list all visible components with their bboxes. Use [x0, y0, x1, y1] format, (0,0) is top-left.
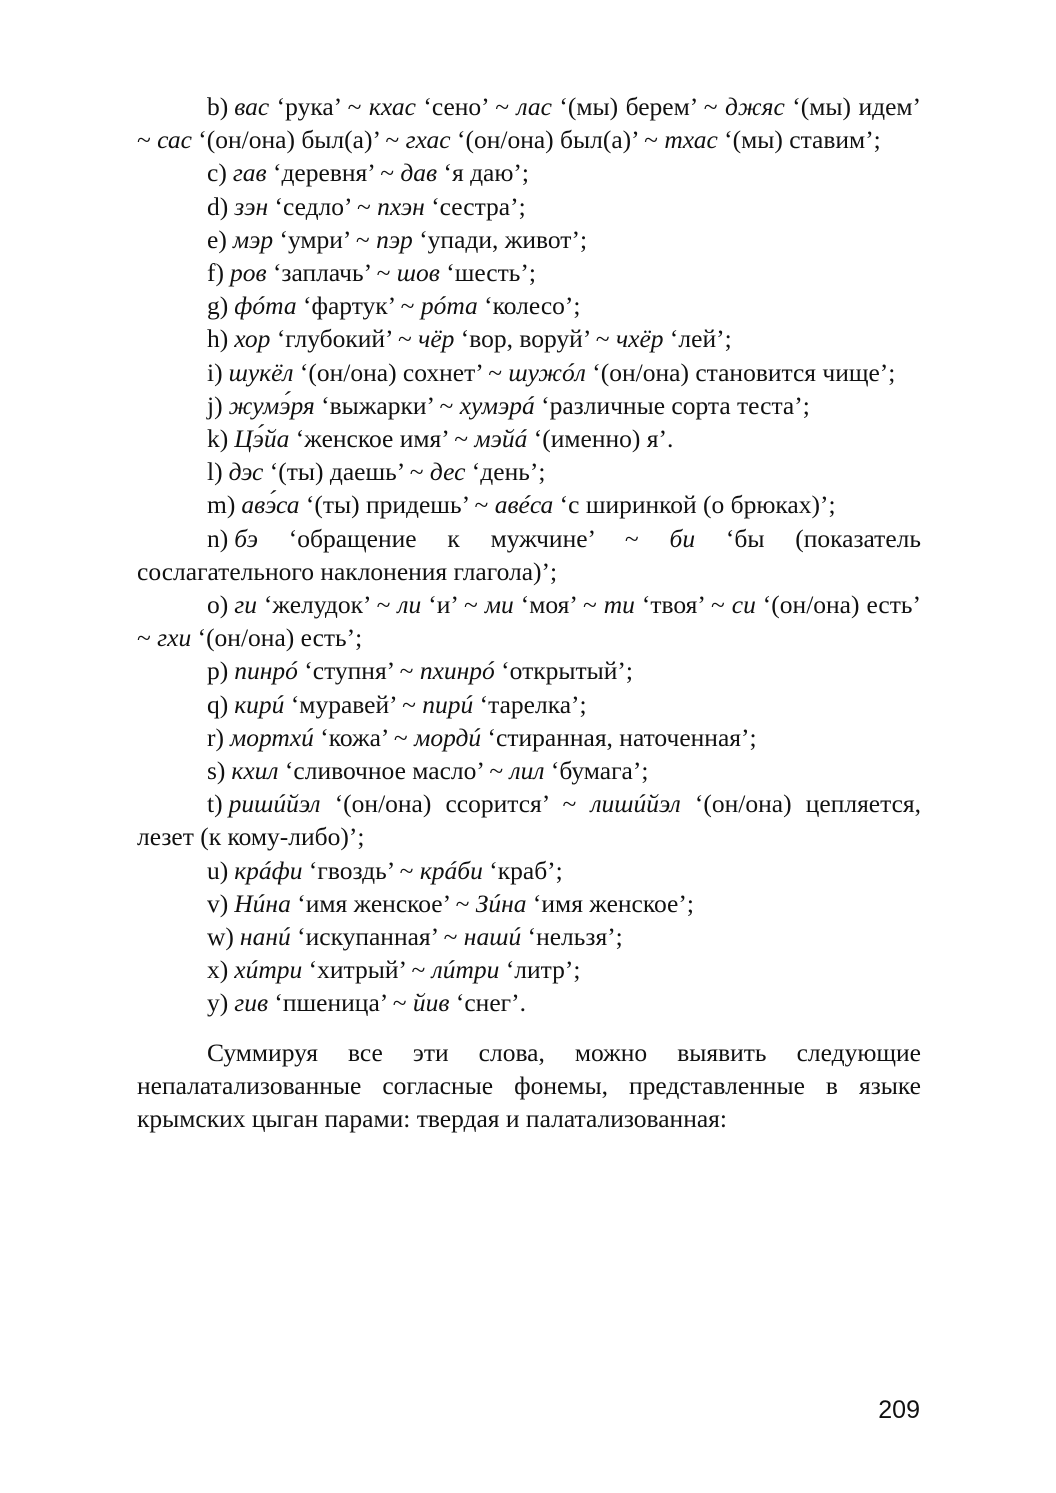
- romani-word: ми: [484, 590, 514, 620]
- romani-word: жумэ́ря: [228, 390, 315, 420]
- entry-label: j): [207, 390, 223, 420]
- romani-word: пхинрó: [419, 656, 495, 686]
- romani-word: мордú: [414, 722, 482, 752]
- romani-word: авéса: [494, 490, 554, 520]
- gloss-text: ‘упади, живот’;: [412, 224, 588, 254]
- gloss-text: ‘(мы) идем’ ~: [137, 92, 922, 155]
- romani-word: вас: [234, 92, 270, 121]
- gloss-text: ‘деревня’ ~: [266, 158, 401, 188]
- gloss-text: ‘фартук’ ~: [296, 291, 421, 321]
- example-entry: [137, 422, 921, 455]
- romani-word: зэн: [234, 191, 269, 221]
- gloss-text: ‘(он/она) ссорится’ ~: [320, 789, 591, 819]
- example-entry: [137, 90, 921, 156]
- gloss-text: ‘женское имя’ ~: [289, 424, 475, 454]
- example-entry: [137, 721, 921, 754]
- romani-word: дес: [429, 457, 466, 487]
- gloss-text: ‘(мы) ставим’;: [717, 125, 881, 155]
- example-entry: [137, 920, 921, 953]
- romani-word: бэ: [234, 523, 258, 553]
- gloss-text: ‘литр’;: [499, 955, 581, 985]
- romani-word: нашú: [463, 922, 522, 952]
- summary-paragraph: Суммируя все эти слова, можно выявить следующие непалатализованные согласные фонемы, представленные в языке крымских цыган парами: твердая и палатализованная:: [137, 1037, 921, 1134]
- gloss-text: ‘желудок’ ~: [256, 590, 398, 620]
- entry-label: s): [207, 756, 226, 786]
- romani-word: нанú: [239, 922, 291, 952]
- gloss-text: ‘краб’;: [482, 855, 563, 885]
- example-entry: [137, 754, 921, 787]
- example-entry: [137, 787, 921, 853]
- romani-word: ли: [397, 590, 422, 620]
- gloss-text: ‘(ты) даешь’ ~: [263, 457, 430, 487]
- romani-word: сас: [157, 125, 192, 155]
- romani-word: гхас: [405, 125, 451, 155]
- romani-word: лил: [509, 756, 545, 786]
- entry-label: x): [207, 955, 229, 985]
- gloss-text: ‘умри’ ~: [273, 224, 377, 254]
- gloss-text: ‘день’;: [465, 457, 546, 487]
- gloss-text: ‘рука’ ~: [269, 92, 369, 121]
- gloss-text: ‘(мы) берем’ ~: [551, 92, 726, 121]
- romani-word: шов: [396, 258, 440, 288]
- gloss-text: ‘(он/она) сохнет’ ~: [293, 357, 509, 387]
- entry-label: p): [207, 656, 229, 686]
- romani-word: хумэрá: [459, 390, 535, 420]
- gloss-text: ‘бумага’;: [544, 756, 649, 786]
- gloss-text: ‘нельзя’;: [521, 922, 623, 952]
- example-entry: [137, 289, 921, 322]
- gloss-text: ‘муравей’ ~: [284, 689, 423, 719]
- gloss-text: ‘бы (показатель сослагательного наклонения глагола)’;: [137, 523, 921, 586]
- example-entry: [137, 455, 921, 488]
- gloss-text: ‘с ширинкой (о брюках)’;: [553, 490, 836, 520]
- entry-label: o): [207, 590, 229, 620]
- romani-word: кхас: [368, 92, 416, 121]
- romani-word: авэ́са: [241, 490, 300, 520]
- romani-word: би: [669, 523, 696, 553]
- romani-word: ришúйэл: [228, 789, 321, 819]
- example-entry: [137, 887, 921, 920]
- entry-label: d): [207, 191, 229, 221]
- gloss-text: ‘(именно) я’.: [527, 424, 674, 454]
- romani-word: фóта: [234, 291, 297, 321]
- entry-label: f): [207, 258, 224, 288]
- entry-label: n): [207, 523, 229, 553]
- gloss-text: ‘шесть’;: [439, 258, 536, 288]
- romani-word: дэс: [228, 457, 264, 487]
- gloss-text: ‘глубокий’ ~: [270, 324, 419, 354]
- gloss-text: ‘имя женское’ ~: [290, 888, 476, 918]
- gloss-text: ‘(он/она) цепляется, лезет (к кому-либо)’;: [137, 789, 921, 852]
- gloss-text: ‘искупанная’ ~: [290, 922, 464, 952]
- gloss-text: ‘сливочное масло’ ~: [278, 756, 510, 786]
- example-list: [137, 90, 921, 1020]
- gloss-text: ‘(он/она) был(а)’ ~: [450, 125, 665, 155]
- romani-word: мэр: [232, 224, 274, 254]
- gloss-text: ‘кожа’ ~: [313, 722, 415, 752]
- romani-word: ти: [603, 590, 635, 620]
- romani-word: шужóл: [508, 357, 586, 387]
- gloss-text: ‘сестра’;: [424, 191, 526, 221]
- gloss-text: ‘хитрый’ ~: [302, 955, 432, 985]
- romani-word: мэйá: [474, 424, 528, 454]
- romani-word: пинрó: [234, 656, 298, 686]
- entry-label: i): [207, 357, 223, 387]
- gloss-text: ‘(ты) придешь’ ~: [299, 490, 495, 520]
- romani-word: Зúна: [475, 888, 527, 918]
- gloss-text: ‘(он/она) есть’ ~: [137, 590, 921, 653]
- gloss-text: ‘выжарки’ ~: [314, 390, 460, 420]
- gloss-text: ‘седло’ ~: [268, 191, 378, 221]
- entry-label: e): [207, 224, 227, 254]
- romani-word: чёр: [418, 324, 455, 354]
- entry-label: q): [207, 689, 229, 719]
- entry-label: h): [207, 324, 229, 354]
- romani-word: мортхú: [229, 722, 314, 752]
- example-entry: [137, 256, 921, 289]
- page-number: 209: [878, 1396, 920, 1424]
- gloss-text: ‘твоя’ ~: [634, 590, 732, 620]
- page-body: [137, 90, 921, 1135]
- entry-label: b): [207, 92, 229, 121]
- example-entry: [137, 522, 921, 588]
- entry-label: m): [207, 490, 236, 520]
- romani-word: лас: [516, 92, 552, 121]
- gloss-text: ‘гвоздь’ ~: [302, 855, 420, 885]
- example-entry: [137, 190, 921, 223]
- romani-word: пхэн: [377, 191, 425, 221]
- romani-word: гив: [234, 988, 269, 1018]
- example-entry: [137, 854, 921, 887]
- gloss-text: ‘моя’ ~: [513, 590, 604, 620]
- example-entry: [137, 688, 921, 721]
- gloss-text: ‘пшеница’ ~: [268, 988, 413, 1018]
- gloss-text: ‘тарелка’;: [473, 689, 587, 719]
- romani-word: кхил: [231, 756, 279, 786]
- romani-word: ров: [229, 258, 267, 288]
- gloss-text: ‘открытый’;: [494, 656, 633, 686]
- romani-word: гхи: [157, 623, 192, 653]
- entry-label: w): [207, 922, 234, 952]
- example-entry: [137, 389, 921, 422]
- romani-word: ги: [234, 590, 257, 620]
- romani-word: хúтри: [234, 955, 303, 985]
- romani-word: си: [731, 590, 756, 620]
- romani-word: пирú: [422, 689, 474, 719]
- entry-label: r): [207, 722, 224, 752]
- romani-word: лишúйэл: [590, 789, 681, 819]
- gloss-text: ‘обращение к мужчине’ ~: [257, 523, 670, 553]
- gloss-text: ‘(он/она) есть’;: [191, 623, 363, 653]
- gloss-text: ‘(он/она) был(а)’ ~: [191, 125, 406, 155]
- romani-word: дав: [400, 158, 438, 188]
- example-entry: [137, 356, 921, 389]
- gloss-text: ‘различные сорта теста’;: [534, 390, 810, 420]
- romani-word: Цэ́йа: [234, 424, 290, 454]
- romani-word: крáфи: [234, 855, 303, 885]
- entry-label: g): [207, 291, 229, 321]
- romani-word: рóта: [420, 291, 478, 321]
- entry-label: l): [207, 457, 223, 487]
- example-entry: [137, 322, 921, 355]
- example-entry: [137, 986, 921, 1019]
- example-entry: [137, 223, 921, 256]
- gloss-text: ‘вор, воруй’ ~: [454, 324, 616, 354]
- romani-word: йив: [412, 988, 450, 1018]
- gloss-text: ‘я даю’;: [437, 158, 529, 188]
- entry-label: y): [207, 988, 229, 1018]
- entry-label: c): [207, 158, 227, 188]
- romani-word: кирú: [234, 689, 285, 719]
- romani-word: гав: [232, 158, 267, 188]
- gloss-text: ‘и’ ~: [421, 590, 485, 620]
- example-entry: [137, 953, 921, 986]
- romani-word: джяс: [725, 92, 785, 121]
- entry-label: t): [207, 789, 223, 819]
- example-entry: [137, 588, 921, 654]
- romani-word: крáби: [419, 855, 483, 885]
- gloss-text: ‘колесо’;: [477, 291, 581, 321]
- entry-label: v): [207, 888, 229, 918]
- romani-word: Нúна: [234, 888, 291, 918]
- gloss-text: ‘имя женское’;: [526, 888, 694, 918]
- gloss-text: ‘стиранная, наточенная’;: [481, 722, 757, 752]
- romani-word: хор: [234, 324, 271, 354]
- gloss-text: ‘ступня’ ~: [297, 656, 420, 686]
- romani-word: пэр: [376, 224, 413, 254]
- romani-word: лúтри: [431, 955, 500, 985]
- gloss-text: ‘снег’.: [449, 988, 526, 1018]
- example-entry: [137, 488, 921, 521]
- entry-label: k): [207, 424, 229, 454]
- romani-word: шукёл: [228, 357, 294, 387]
- gloss-text: ‘(он/она) становится чище’;: [585, 357, 896, 387]
- gloss-text: ‘сено’ ~: [415, 92, 517, 121]
- example-entry: [137, 156, 921, 189]
- romani-word: чхёр: [615, 324, 664, 354]
- entry-label: u): [207, 855, 229, 885]
- gloss-text: ‘лей’;: [663, 324, 732, 354]
- romani-word: тхас: [664, 125, 718, 155]
- example-entry: [137, 654, 921, 687]
- gloss-text: ‘заплачь’ ~: [266, 258, 397, 288]
